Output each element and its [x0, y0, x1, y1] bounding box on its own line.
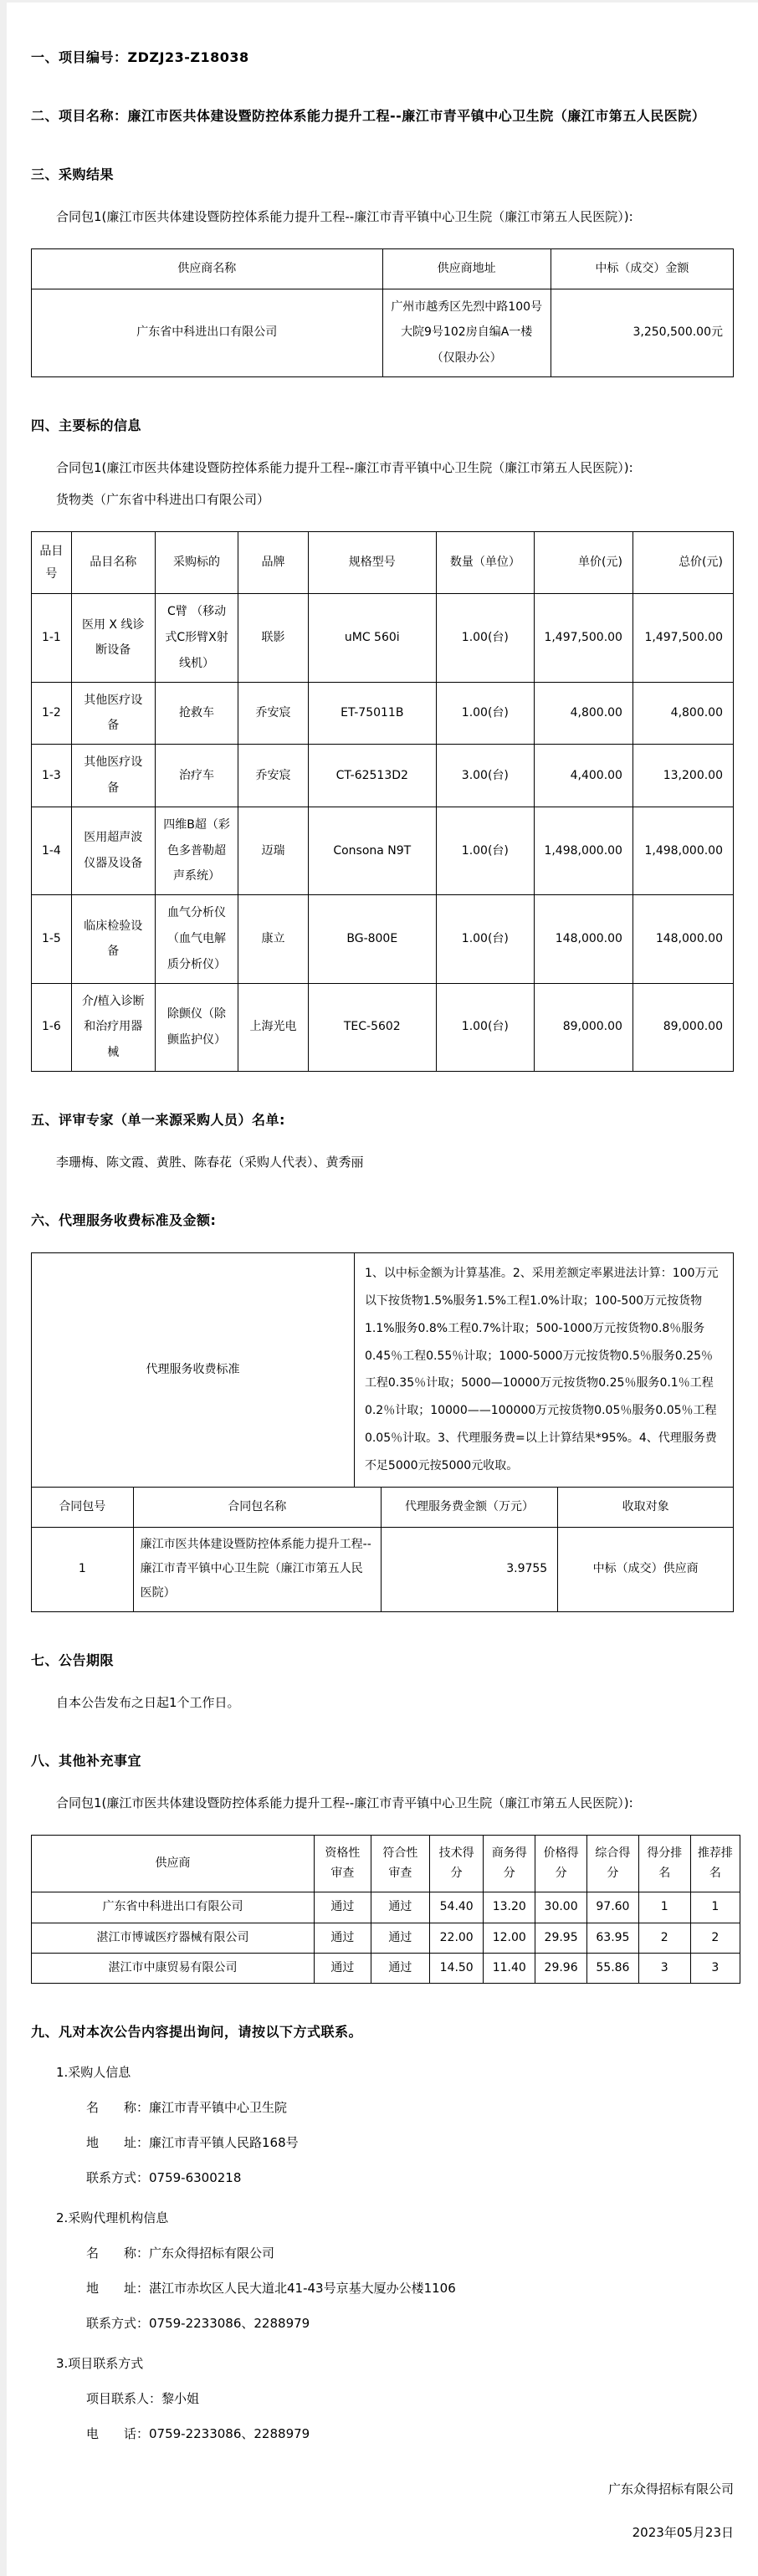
table-header-cell: 价格得分: [535, 1835, 587, 1892]
table-row: [32, 594, 734, 682]
agency-fee-amount-table: [31, 1487, 734, 1612]
main-items-package-line: 合同包1(廉江市医共体建设暨防控体系能力提升工程--廉江市青平镇中心卫生院（廉江市第五人民医院）):: [56, 459, 633, 475]
agency-fee-standard-table: [31, 1252, 734, 1488]
table-cell: 医用 X 线诊断设备: [71, 594, 155, 682]
table-cell: 迈瑞: [238, 807, 308, 894]
table-row: [32, 1953, 740, 1983]
result-package-line: 合同包1(廉江市医共体建设暨防控体系能力提升工程--廉江市青平镇中心卫生院（廉江市第五人民医院）):: [56, 209, 633, 224]
table-cell: 97.60: [587, 1892, 639, 1923]
table-row: [32, 289, 734, 376]
table-header-cell: 综合得分: [587, 1835, 639, 1892]
table-cell: 1.00(台): [437, 682, 535, 745]
table-cell: 四维B超（彩色多普勒超声系统）: [155, 807, 238, 894]
table-cell: 通过: [371, 1923, 429, 1953]
table-header-cell: 合同包号: [32, 1488, 134, 1528]
purchaser-tel-line: 联系方式：0759-6300218: [86, 2169, 242, 2185]
result-table-body: [32, 289, 734, 376]
table-cell: C臂 （移动式C形臂X射线机）: [155, 594, 238, 682]
table-cell: 1: [638, 1892, 690, 1923]
table-cell: 广东省中科进出口有限公司: [32, 1892, 315, 1923]
purchaser-info-title: 1.采购人信息: [56, 2064, 131, 2080]
main-items-table: [31, 531, 734, 1072]
table-header-cell: 商务得分: [484, 1835, 535, 1892]
table-cell: 4,800.00: [633, 682, 733, 745]
table-header-cell: 规格型号: [308, 531, 437, 593]
table-row: [32, 1892, 740, 1923]
table-cell: 其他医疗设备: [71, 745, 155, 807]
table-cell: 乔安宸: [238, 682, 308, 745]
table-cell: 4,400.00: [534, 745, 633, 807]
table-cell: 2: [690, 1923, 740, 1953]
experts-names-line: 李珊梅、陈文霞、黄胜、陈春花（采购人代表）、黄秀丽: [56, 1154, 364, 1170]
table-cell: 1-5: [32, 895, 72, 983]
notice-period-section-heading: 七、公告期限: [31, 1652, 115, 1668]
table-cell: 54.40: [430, 1892, 484, 1923]
table-row: [32, 745, 734, 807]
table-cell: 其他医疗设备: [71, 682, 155, 745]
table-cell: 1-2: [32, 682, 72, 745]
table-cell: 1.00(台): [437, 594, 535, 682]
table-header-cell: 数量（单位）: [437, 531, 535, 593]
supplier-score-table: [31, 1835, 740, 1984]
table-row: [32, 682, 734, 745]
table-header-cell: 中标（成交）金额: [551, 249, 733, 289]
table-row: [32, 983, 734, 1071]
project-name-heading: 二、项目名称：廉江市医共体建设暨防控体系能力提升工程--廉江市青平镇中心卫生院（廉江市第五人民医院）: [31, 108, 706, 124]
table-cell: 3: [638, 1953, 690, 1983]
announcement-page: [7, 3, 758, 2576]
table-cell: 临床检验设备: [71, 895, 155, 983]
table-cell: 通过: [371, 1953, 429, 1983]
footer-signature: [7, 2479, 734, 2543]
table-cell: 联影: [238, 594, 308, 682]
table-cell: 89,000.00: [534, 983, 633, 1071]
agency-info-block: [7, 2208, 758, 2333]
table-cell: 1-1: [32, 594, 72, 682]
table-cell: 3: [690, 1953, 740, 1983]
table-cell: CT-62513D2: [308, 745, 437, 807]
table-cell: 1,498,000.00: [633, 807, 733, 894]
table-cell: 乔安宸: [238, 745, 308, 807]
agency-fee-amount-body: [32, 1527, 734, 1611]
table-header-cell: 推荐排名: [690, 1835, 740, 1892]
table-cell: 廉江市医共体建设暨防控体系能力提升工程--廉江市青平镇中心卫生院（廉江市第五人民医院）: [133, 1527, 381, 1611]
table-cell: 通过: [314, 1923, 371, 1953]
table-cell: 广州市越秀区先烈中路100号大院9号102房自编A一楼（仅限办公）: [382, 289, 551, 376]
footer-date: 2023年05月23日: [632, 2524, 734, 2540]
table-cell: 湛江市中康贸易有限公司: [32, 1953, 315, 1983]
project-contact-block: [7, 2353, 758, 2444]
table-row: [32, 1527, 734, 1611]
table-header-cell: 品目号: [32, 531, 72, 593]
main-items-table-body: [32, 594, 734, 1072]
agency-fee-standard-row: [32, 1252, 734, 1487]
agency-fee-section-heading: 六、代理服务收费标准及金额:: [31, 1211, 217, 1228]
table-cell: 29.96: [535, 1953, 587, 1983]
table-cell: 1,497,500.00: [633, 594, 733, 682]
supplement-section-heading: 八、其他补充事宜: [31, 1752, 142, 1769]
table-cell: 1.00(台): [437, 895, 535, 983]
main-items-table-header-row: [32, 531, 734, 593]
supplement-package-line: 合同包1(廉江市医共体建设暨防控体系能力提升工程--廉江市青平镇中心卫生院（廉江市第五人民医院）):: [56, 1795, 633, 1810]
table-cell: 4,800.00: [534, 682, 633, 745]
project-contact-tel-line: 电 话：0759-2233086、2288979: [86, 2425, 310, 2441]
table-header-cell: 符合性审查: [371, 1835, 429, 1892]
table-cell: BG-800E: [308, 895, 437, 983]
supplier-score-header-row: [32, 1835, 740, 1892]
result-table-header-row: [32, 249, 734, 289]
project-number-heading: 一、项目编号：ZDZJ23-Z18038: [31, 49, 249, 65]
table-header-cell: 品牌: [238, 531, 308, 593]
table-cell: 148,000.00: [633, 895, 733, 983]
table-cell: 康立: [238, 895, 308, 983]
table-header-cell: 采购标的: [155, 531, 238, 593]
agency-fee-standard-label: 代理服务收费标准: [32, 1252, 355, 1487]
table-cell: 抢救车: [155, 682, 238, 745]
table-cell: 血气分析仪（血气电解质分析仪）: [155, 895, 238, 983]
table-cell: 介/植入诊断和治疗用器械: [71, 983, 155, 1071]
table-cell: 通过: [314, 1892, 371, 1923]
table-cell: 12.00: [484, 1923, 535, 1953]
agency-fee-standard-text: 1、以中标金额为计算基准。2、采用差额定率累进法计算：100万元以下按货物1.5%服务1.5%工程1.0%计取；100-500万元按货物1.1%服务0.8%工程0.7%计取；500-1000万元按货物0.8％服务0.45％工程0.55％计取；1000-5000万元按货物0.5％服务0.25％工程0.35％计取；5000—10000万元按货物0.25％服务0.1％工程0.2％计取；10000——100000万元按货物0.05％服务0.05％工程0.05％计取。3、代理服务费=以上计算结果*95%。4、代理服务费不足5000元按5000元收取。: [354, 1252, 733, 1487]
table-cell: Consona N9T: [308, 807, 437, 894]
table-cell: 1: [690, 1892, 740, 1923]
table-header-cell: 品目名称: [71, 531, 155, 593]
table-cell: 1: [32, 1527, 134, 1611]
experts-section-heading: 五、评审专家（单一来源采购人员）名单:: [31, 1111, 285, 1128]
table-cell: 13.20: [484, 1892, 535, 1923]
purchaser-name-line: 名 称：廉江市青平镇中心卫生院: [86, 2099, 288, 2115]
table-header-cell: 资格性审查: [314, 1835, 371, 1892]
table-cell: 30.00: [535, 1892, 587, 1923]
table-cell: 22.00: [430, 1923, 484, 1953]
table-cell: 89,000.00: [633, 983, 733, 1071]
table-cell: 1-4: [32, 807, 72, 894]
table-cell: 医用超声波仪器及设备: [71, 807, 155, 894]
result-table: [31, 248, 734, 377]
agency-fee-amount-header-row: [32, 1488, 734, 1528]
table-cell: 1.00(台): [437, 983, 535, 1071]
table-cell: 29.95: [535, 1923, 587, 1953]
supplier-score-body: [32, 1892, 740, 1984]
table-cell: 湛江市博诚医疗器械有限公司: [32, 1923, 315, 1953]
agency-address-line: 地 址：湛江市赤坎区人民大道北41-43号京基大厦办公楼1106: [86, 2280, 456, 2296]
agency-tel-line: 联系方式：0759-2233086、2288979: [86, 2315, 310, 2331]
table-header-cell: 单价(元): [534, 531, 633, 593]
table-row: [32, 807, 734, 894]
table-cell: 63.95: [587, 1923, 639, 1953]
table-row: [32, 1923, 740, 1953]
agency-name-line: 名 称：广东众得招标有限公司: [86, 2245, 275, 2261]
agency-info-title: 2.采购代理机构信息: [56, 2210, 169, 2225]
table-cell: 2: [638, 1923, 690, 1953]
table-cell: 通过: [314, 1953, 371, 1983]
table-cell: 治疗车: [155, 745, 238, 807]
table-header-cell: 总价(元): [633, 531, 733, 593]
table-cell: 上海光电: [238, 983, 308, 1071]
table-header-cell: 供应商名称: [32, 249, 383, 289]
table-cell: 1,498,000.00: [534, 807, 633, 894]
table-cell: 3.9755: [381, 1527, 557, 1611]
table-cell: 55.86: [587, 1953, 639, 1983]
table-cell: ET-75011B: [308, 682, 437, 745]
project-contact-person-line: 项目联系人：黎小姐: [86, 2390, 200, 2406]
main-items-category-line: 货物类（广东省中科进出口有限公司）: [56, 491, 270, 507]
notice-period-text: 自本公告发布之日起1个工作日。: [56, 1694, 240, 1710]
purchaser-info-block: [7, 2062, 758, 2188]
table-cell: 148,000.00: [534, 895, 633, 983]
table-cell: 14.50: [430, 1953, 484, 1983]
table-cell: 1-6: [32, 983, 72, 1071]
table-cell: 3,250,500.00元: [551, 289, 733, 376]
table-cell: 3.00(台): [437, 745, 535, 807]
table-cell: 中标（成交）供应商: [558, 1527, 734, 1611]
table-header-cell: 供应商: [32, 1835, 315, 1892]
footer-company: 广东众得招标有限公司: [607, 2481, 734, 2497]
table-header-cell: 收取对象: [558, 1488, 734, 1528]
project-contact-title: 3.项目联系方式: [56, 2355, 144, 2371]
table-cell: 除颤仪（除颤监护仪）: [155, 983, 238, 1071]
table-header-cell: 合同包名称: [133, 1488, 381, 1528]
table-cell: TEC-5602: [308, 983, 437, 1071]
table-header-cell: 得分排名: [638, 1835, 690, 1892]
table-header-cell: 技术得分: [430, 1835, 484, 1892]
table-cell: 1-3: [32, 745, 72, 807]
table-header-cell: 代理服务费金额（万元）: [381, 1488, 557, 1528]
purchaser-address-line: 地 址：廉江市青平镇人民路168号: [86, 2134, 299, 2150]
table-cell: 13,200.00: [633, 745, 733, 807]
table-header-cell: 供应商地址: [382, 249, 551, 289]
table-cell: 广东省中科进出口有限公司: [32, 289, 383, 376]
result-section-heading: 三、采购结果: [31, 166, 115, 182]
table-cell: uMC 560i: [308, 594, 437, 682]
table-cell: 通过: [371, 1892, 429, 1923]
table-cell: 11.40: [484, 1953, 535, 1983]
table-cell: 1,497,500.00: [534, 594, 633, 682]
contact-section-heading: 九、凡对本次公告内容提出询问，请按以下方式联系。: [31, 2023, 363, 2040]
table-cell: 1.00(台): [437, 807, 535, 894]
table-row: [32, 895, 734, 983]
main-items-section-heading: 四、主要标的信息: [31, 417, 142, 433]
